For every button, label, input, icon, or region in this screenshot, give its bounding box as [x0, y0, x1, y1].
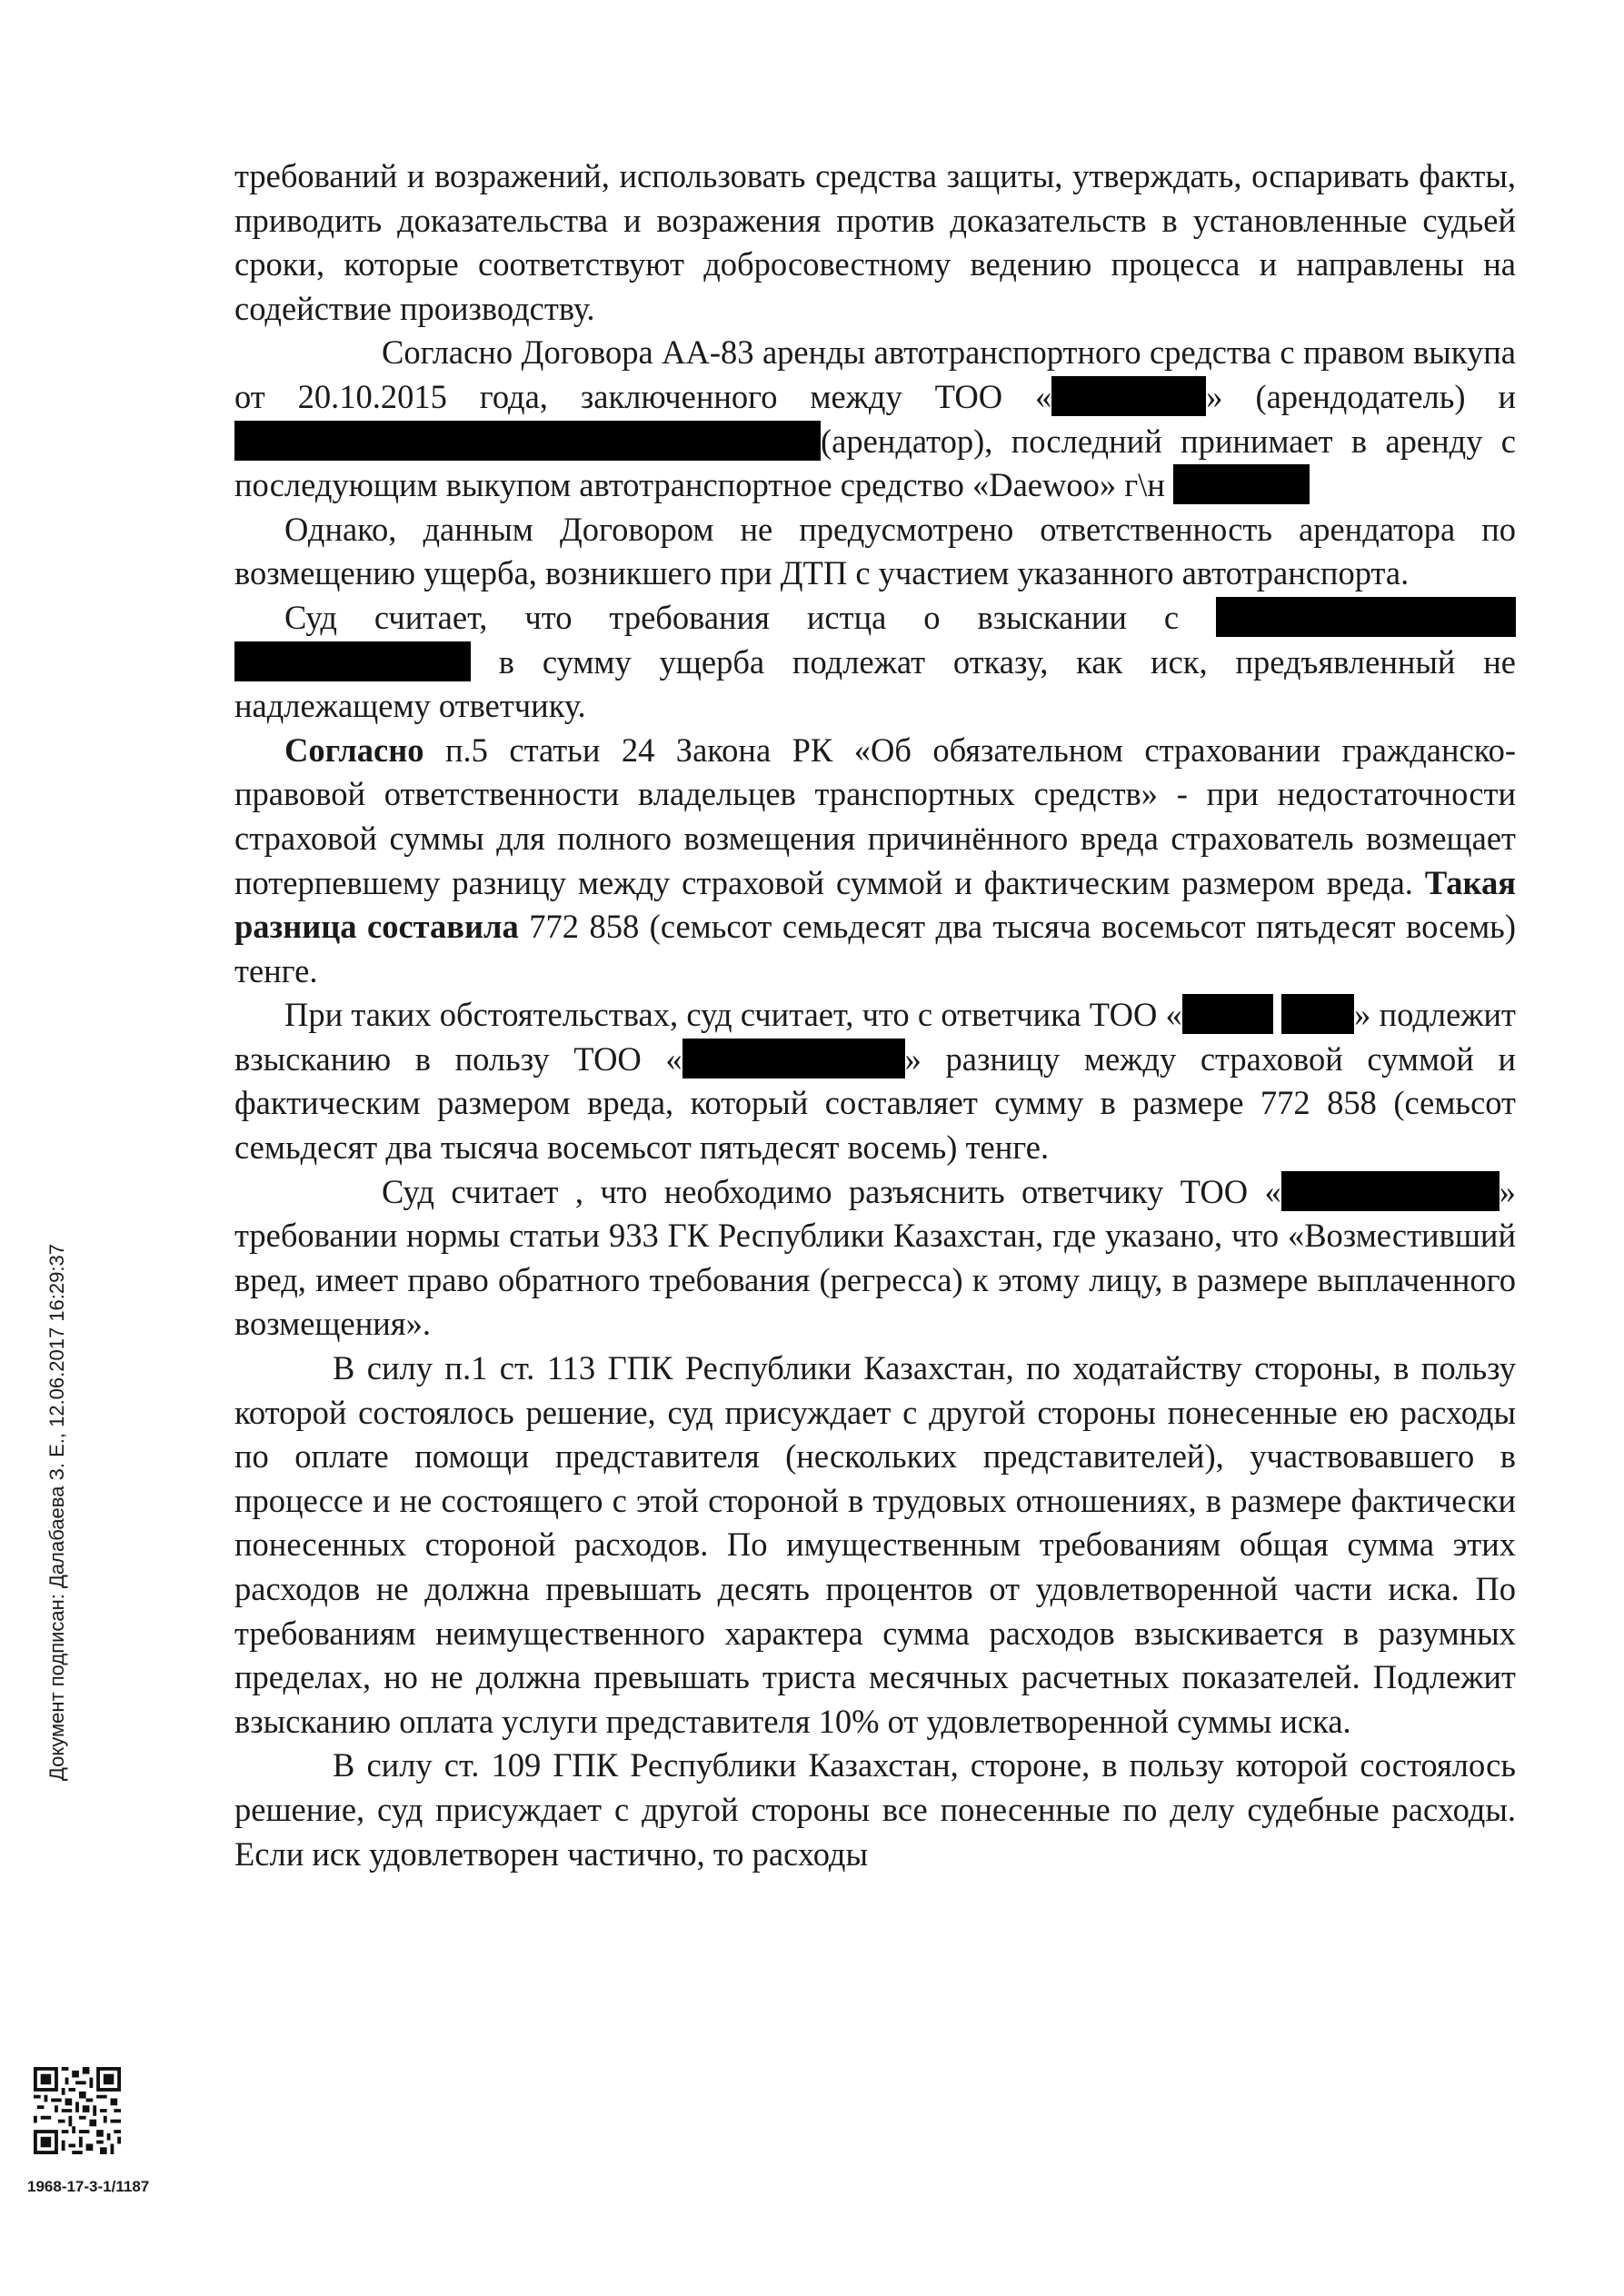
- paragraph-2-text-c: (арендатор), последний принимает в аренду с последующим выкупом автотранспортное средство «Daewoo» г\н: [234, 422, 1516, 504]
- paragraph-4-text-b: в сумму ущерба подлежат отказу, как иск, предъявленный не надлежащему ответчику.: [234, 642, 1516, 725]
- redaction-box: [234, 641, 471, 681]
- paragraph-6: [234, 993, 1516, 1169]
- paragraph-4: [234, 596, 1516, 729]
- redaction-box: [1173, 464, 1310, 504]
- paragraph-2-text-b: » (арендодатель) и: [1206, 377, 1516, 415]
- case-number: 1968-17-3-1/1187: [27, 2178, 150, 2195]
- paragraph-7: [234, 1170, 1516, 1347]
- paragraph-2: [234, 331, 1516, 507]
- paragraph-4-text-a: Суд считает, что требования истца о взыскании с: [284, 598, 1216, 636]
- redaction-box: [1182, 994, 1273, 1034]
- paragraph-8: В силу п.1 ст. 113 ГПК Республики Казахстан, по ходатайству стороны, в пользу которой состоялось решение, суд присуждает с другой стороны понесенные ею расходы по оплате помощи представителя (нескольких представителей), участвовавшего в процессе и не состоящего с этой стороной в трудовых отношениях, в размере фактически понесенных стороной расходов. По имущественным требованиям общая сумма этих расходов не должна превышать десять процентов от удовлетворенной части иска. По требованиям неимущественного характера сумма расходов взыскивается в разумных пределах, но не должна превышать триста месячных расчетных показателей. Подлежит взысканию оплата услуги представителя 10% от удовлетворенной суммы иска.: [234, 1349, 1516, 1740]
- paragraph-5-text-a: п.5 статьи 24 Закона РК «Об обязательном страховании гражданско- правовой ответственности владельцев транспортных средств» - при недостаточности страховой суммы для полного возмещения причинённого вреда страхователь возмещает потерпевшему разницу между страховой суммой и фактическим размером вреда.: [234, 731, 1516, 901]
- redaction-box: [682, 1039, 905, 1078]
- redaction-box: [234, 421, 821, 461]
- redaction-box: [1051, 376, 1206, 416]
- paragraph-5-bold-b: Такая разница составила: [234, 863, 1516, 946]
- paragraph-5: [234, 729, 1516, 994]
- paragraph-9: В силу ст. 109 ГПК Республики Казахстан, стороне, в пользу которой состоялось решение, суд присуждает с другой стороны все понесенные по делу судебные расходы. Если иск удовлетворен частично, то расходы: [234, 1746, 1516, 1873]
- redaction-box: [1216, 597, 1516, 637]
- paragraph-6-text-c: » разницу между страховой суммой и фактическим размером вреда, который составляет сумму в размере 772 858 (семьсот семьдесят два тысяча восемьсот пятьдесят восемь) тенге.: [234, 1039, 1516, 1167]
- paragraph-1: требований и возражений, использовать средства защиты, утверждать, оспаривать факты, приводить доказательства и возражения против доказательств в установленные судьей сроки, которые соответствуют добросовестному ведению процесса и направлены на содействие производству.: [234, 157, 1516, 327]
- qr-code: [34, 2067, 121, 2154]
- paragraph-7-text-b: » требовании нормы статьи 933 ГК Республики Казахстан, где указано, что «Возместивший вред, имеет право обратного требования (регресса) к этому лицу, в размере выплаченного возмещения».: [234, 1172, 1516, 1343]
- paragraph-2-text-a: Согласно Договора АА-83 аренды автотранспортного средства с правом выкупа от 20.10.2015 года, заключенного между ТОО «: [234, 333, 1516, 415]
- paragraph-6-text-a: При таких обстоятельствах, суд считает, что с ответчика ТОО «: [284, 996, 1182, 1034]
- paragraph-7-text-a: Суд считает , что необходимо разъяснить ответчику ТОО «: [382, 1172, 1281, 1210]
- paragraph-5-bold-a: Согласно: [284, 731, 424, 769]
- redaction-box: [1281, 1171, 1499, 1211]
- document-body: [234, 154, 1516, 1876]
- paragraph-5-text-b: 772 858 (семьсот семьдесят два тысяча восемьсот пятьдесят восемь) тенге.: [234, 908, 1516, 989]
- redaction-box: [1281, 994, 1354, 1034]
- paragraph-6-text-b: » подлежит взысканию в пользу ТОО «: [234, 996, 1517, 1078]
- digital-signature-note: Документ подписан: Далабаева З. Е., 12.06.2017 16:29:37: [45, 1244, 68, 1781]
- paragraph-3: Однако, данным Договором не предусмотрено ответственность арендатора по возмещению ущерба, возникшего при ДТП с участием указанного автотранспорта.: [234, 510, 1516, 592]
